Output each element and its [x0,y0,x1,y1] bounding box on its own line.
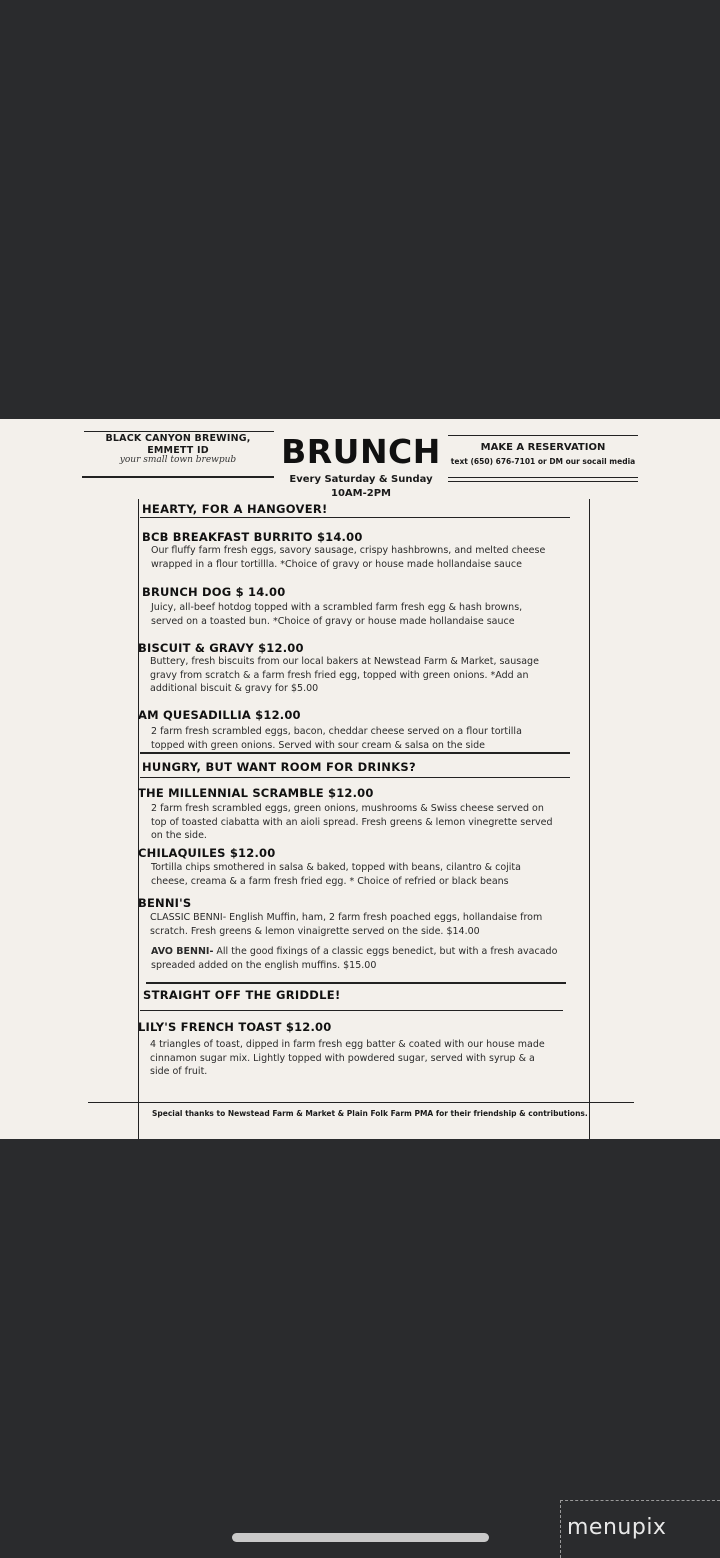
vertical-rule-left [138,499,139,1139]
page-title: BRUNCH [281,432,441,471]
section-rule-thick [140,752,570,754]
reservation-text: text (650) 676-7101 or DM our socail media [450,457,636,466]
section-rule [140,517,570,518]
desc-line: Juicy, all-beef hotdog topped with a scrambled farm fresh egg & hash browns, [151,602,523,613]
header-rule-right-top [448,435,638,436]
business-block [82,433,274,465]
item-title-quesadillia: AM QUESADILLIA $12.00 [138,708,301,722]
item-title-millennial-scramble: THE MILLENNIAL SCRAMBLE $12.00 [138,786,374,800]
desc-line: on the side. [151,830,207,842]
item-title-french-toast: LILY'S FRENCH TOAST $12.00 [138,1020,332,1034]
header-rule-right-1 [448,477,638,478]
desc-line: Our fluffy farm fresh eggs, savory sausage, crispy hashbrowns, and melted cheese [151,545,546,556]
desc-line: spreaded added on the english muffins. $15.00 [151,959,377,971]
menupix-watermark [560,1500,720,1558]
item-title-bennis: BENNI'S [138,896,192,910]
item-desc-brunch-dog [151,601,522,628]
item-title-brunch-dog: BRUNCH DOG $ 14.00 [142,585,286,599]
desc-line: Tortilla chips smothered in salsa & baked, topped with beans, cilantro & cojita [151,862,521,873]
desc-line: scratch. Fresh greens & lemon vinaigrette served on the side. $14.00 [150,925,480,937]
item-title-biscuit-gravy: BISCUIT & GRAVY $12.00 [138,641,304,655]
item-desc-french-toast [150,1038,545,1079]
desc-line: wrapped in a flour tortillla. *Choice of gravy or house made hollandaise sauce [151,558,522,570]
item-title-chilaquiles: CHILAQUILES $12.00 [138,846,276,860]
item-desc-classic-benni [150,911,542,938]
desc-line: Buttery, fresh biscuits from our local bakers at Newstead Farm & Market, sausage [150,656,539,667]
business-name: BLACK CANYON BREWING, EMMETT ID [105,433,251,456]
item-desc-biscuit-gravy [150,655,539,696]
desc-line: cinnamon sugar mix. Lightly topped with powdered sugar, served with syrup & a [150,1052,535,1064]
schedule [276,473,446,501]
desc-line: gravy from scratch & a farm fresh fried egg, topped with green onions. *Add an [150,669,529,681]
desc-line: topped with green onions. Served with sour cream & salsa on the side [151,739,486,751]
desc-line: All the good fixings of a classic eggs benedict, but with a fresh avacado [213,946,558,957]
section-heading-hangover: HEARTY, FOR A HANGOVER! [142,502,328,516]
reservation-heading: MAKE A RESERVATION [480,442,606,453]
header-rule-left [82,476,274,478]
menu-page [0,419,720,1139]
avo-benni-label: AVO BENNI- [151,946,214,957]
desc-line: 2 farm fresh scrambled eggs, bacon, cheddar cheese served on a flour tortilla [151,726,522,737]
header-rule-right-2 [448,481,638,482]
footer-rule [88,1102,634,1103]
desc-line: CLASSIC BENNI- English Muffin, ham, 2 farm fresh poached eggs, hollandaise from [150,912,543,923]
desc-line: additional biscuit & gravy for $5.00 [150,683,319,695]
home-indicator[interactable] [232,1533,489,1542]
reservation-block [448,442,638,466]
section-rule-thick [146,982,566,984]
desc-line: top of toasted ciabatta with an aioli spread. Fresh greens & lemon vinegrette served [151,816,553,828]
item-desc-millennial-scramble [151,802,552,843]
schedule-days: Every Saturday & Sunday [289,474,433,485]
item-title-burrito: BCB BREAKFAST BURRITO $14.00 [142,530,363,544]
desc-line: 2 farm fresh scrambled eggs, green onions, mushrooms & Swiss cheese served on [151,803,544,814]
item-desc-chilaquiles [151,861,521,888]
section-rule [140,1010,563,1011]
section-heading-griddle: STRAIGHT OFF THE GRIDDLE! [143,988,341,1002]
item-desc-avo-benni [151,945,557,972]
tagline: your small town brewpub [119,455,237,465]
item-desc-burrito [151,544,545,571]
desc-line: cheese, creama & a farm fresh fried egg. * Choice of refried or black beans [151,875,509,887]
section-rule [140,777,570,778]
footer-thanks: Special thanks to Newstead Farm & Market & Plain Folk Farm PMA for their friendship & contributions. [152,1109,588,1118]
section-heading-drinks: HUNGRY, BUT WANT ROOM FOR DRINKS? [142,760,416,774]
item-desc-quesadillia [151,725,522,752]
schedule-hours: 10AM-2PM [331,488,391,499]
desc-line: 4 triangles of toast, dipped in farm fresh egg batter & coated with our house made [150,1039,545,1050]
desc-line: side of fruit. [150,1066,208,1078]
desc-line: served on a toasted bun. *Choice of gravy or house made hollandaise sauce [151,615,515,627]
watermark-logo: menupix [567,1515,667,1540]
vertical-rule-right [589,499,590,1139]
header-rule-left-top [84,431,274,432]
